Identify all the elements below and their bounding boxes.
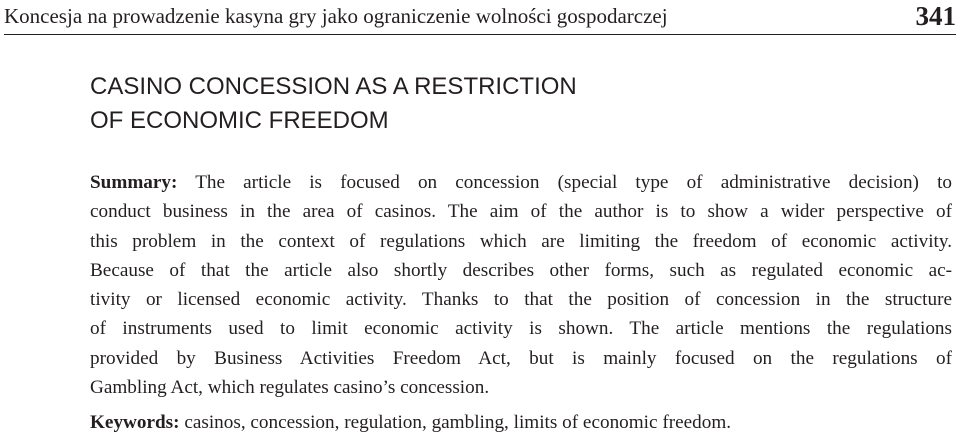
keywords-label: Keywords: (90, 412, 180, 433)
summary-line-3: this problem in the context of regulations which are limiting the freedom of economic activity. (90, 230, 952, 252)
page-number: 341 (915, 1, 956, 31)
running-header (4, 0, 956, 35)
running-title: Koncesja na prowadzenie kasyna gry jako ograniczenie wolności gospodarczej (4, 4, 668, 28)
summary-label: Summary: (90, 172, 178, 193)
summary-line-4: Because of that the article also shortly describes other forms, such as regulated economic ac- (90, 259, 952, 281)
summary-line-6: of instruments used to limit economic activity is shown. The article mentions the regulations (90, 318, 952, 340)
summary-line-7: provided by Business Activities Freedom Act, but is mainly focused on the regulations of (90, 347, 952, 369)
summary-line-1 (90, 168, 952, 197)
summary-line-5: tivity or licensed economic activity. Thanks to that the position of concession in the structure (90, 289, 952, 311)
summary-text-1: The article is focused on concession (special type of administrative decision) to (177, 172, 952, 193)
article-title-line-1: CASINO CONCESSION AS A RESTRICTION (90, 73, 577, 100)
summary-paragraph (90, 168, 952, 402)
summary-line-8: Gambling Act, which regulates casino’s concession. (90, 377, 490, 399)
article-title (90, 70, 577, 138)
article-title-line-2: OF ECONOMIC FREEDOM (90, 107, 389, 134)
keywords-text: casinos, concession, regulation, gambling, limits of economic freedom. (179, 412, 732, 433)
summary-line-2: conduct business in the area of casinos. The aim of the author is to show a wider perspective of (90, 201, 952, 223)
keywords-line (90, 408, 731, 437)
